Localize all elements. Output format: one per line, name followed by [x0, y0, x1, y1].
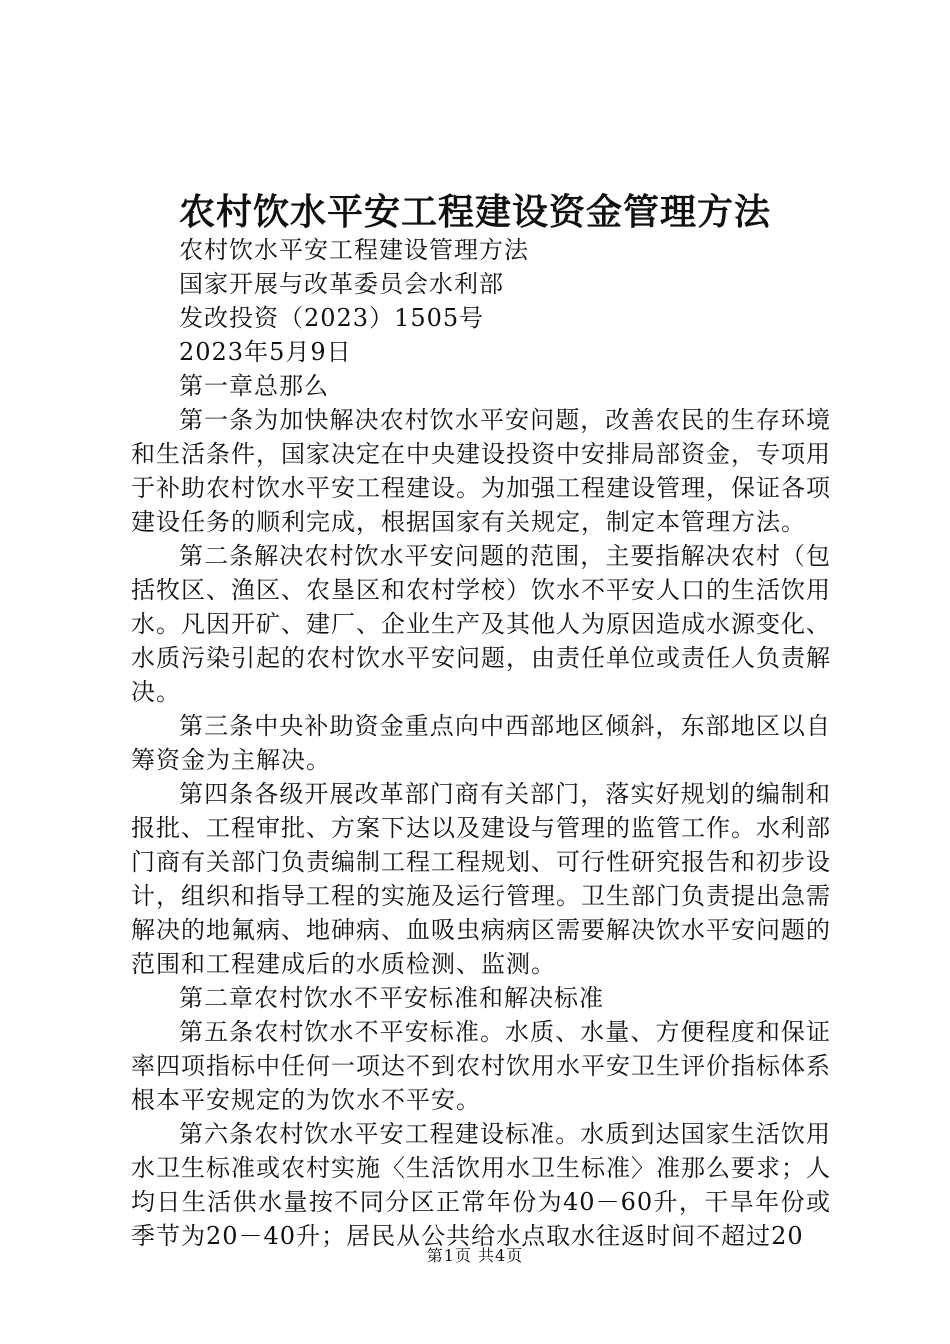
paragraph-article-2: 第二条解决农村饮水平安问题的范围，主要指解决农村（包括牧区、渔区、农垦区和农村学校）饮水不平安人口的生活饮用水。凡因开矿、建厂、企业生产及其他人为原因造成水源变化、水质污染引起的农村饮水平安问题，由责任单位或责任人负责解决。 [131, 542, 831, 706]
header-line-doc-number: 发改投资（2023）1505号 [179, 304, 485, 332]
header-line-issuers: 国家开展与改革委员会水利部 [179, 270, 504, 298]
paragraph-article-6: 第六条农村饮水平安工程建设标准。水质到达国家生活饮用水卫生标准或农村实施〈生活饮用水卫生标准〉准那么要求；人均日生活供水量按不同分区正常年份为40－60升，干旱年份或季节为20－40升；居民从公共给水点取水往返时间不超过20 [131, 1120, 831, 1250]
document-title: 农村饮水平安工程建设资金管理方法 [178, 191, 771, 233]
document-body [131, 233, 831, 1253]
paragraph-article-4: 第四条各级开展改革部门商有关部门，落实好规划的编制和报批、工程审批、方案下达以及建设与管理的监管工作。水利部门商有关部门负责编制工程工程规划、可行性研究报告和初步设计，组织和指导工程的实施及运行管理。卫生部门负责提出急需解决的地氟病、地砷病、血吸虫病病区需要解决饮水平安问题的范围和工程建成后的水质检测、监测。 [131, 780, 831, 978]
header-line-act-name: 农村饮水平安工程建设管理方法 [179, 236, 529, 264]
page-number-footer: 第1页 共4页 [426, 1246, 524, 1265]
chapter-heading: 第一章总那么 [179, 372, 329, 400]
header-line-date: 2023年5月9日 [179, 338, 352, 366]
paragraph-article-5: 第五条农村饮水不平安标准。水质、水量、方便程度和保证率四项指标中任何一项达不到农村饮用水平安卫生评价指标体系根本平安规定的为饮水不平安。 [131, 1018, 831, 1114]
chapter-heading: 第二章农村饮水不平安标准和解决标准 [179, 984, 604, 1012]
paragraph-article-1: 第一条为加快解决农村饮水平安问题，改善农民的生存环境和生活条件，国家决定在中央建设投资中安排局部资金，专项用于补助农村饮水平安工程建设。为加强工程建设管理，保证各项建设任务的顺利完成，根据国家有关规定，制定本管理方法。 [131, 406, 831, 536]
paragraph-article-3: 第三条中央补助资金重点向中西部地区倾斜，东部地区以自筹资金为主解决。 [131, 712, 831, 774]
